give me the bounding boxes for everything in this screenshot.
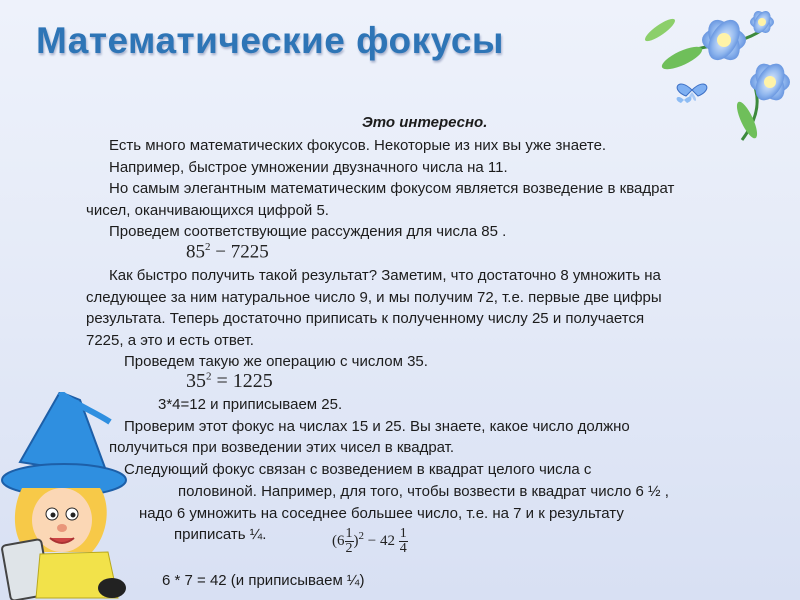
text-line: 6 * 7 = 42 (и приписываем ¼) <box>162 572 365 589</box>
text-line: надо 6 умножить на соседнее большее число, т.е. на 7 и к результату <box>139 505 624 522</box>
subtitle-interesting: Это интересно. <box>362 114 488 131</box>
text-line: Есть много математических фокусов. Некоторые из них вы уже знаете. <box>109 137 607 154</box>
formula-35-squared: $35^2 = 1225$ <box>186 370 273 392</box>
text-line: Проведем такую же операцию с числом 35. <box>124 353 428 370</box>
flower-butterfly-decoration-icon <box>612 0 800 148</box>
formula-six-and-half-squared: (6 $\frac{1}{2}$ )$^2$ − 42 $\frac{1}{4}$ <box>332 526 407 556</box>
slide-title: Математические фокусы <box>36 20 504 61</box>
text-line: чисел, оканчивающихся цифрой 5. <box>86 202 329 219</box>
text-line: Например, быстрое умножении двузначного числа на 11. <box>109 159 508 176</box>
text-line: 7225, а это и есть ответ. <box>86 332 254 349</box>
text-line: Проведем соответствующие рассуждения для числа 85 . <box>109 223 507 240</box>
text-line: половиной. Например, для того, чтобы возвести в квадрат число 6 ½ , <box>178 483 669 500</box>
formula-85-squared: $85^2 - 7225$ <box>186 241 269 263</box>
text-line: Как быстро получить такой результат? Заметим, что достаточно 8 умножить на <box>109 267 661 284</box>
text-line: приписать ¼. <box>174 526 267 543</box>
text-line: 3*4=12 и приписываем 25. <box>158 396 343 413</box>
text-line: следующее за ним натуральное число 9, и мы получим 72, т.е. первые две цифры <box>86 289 662 306</box>
cartoon-character-illustration-icon <box>0 392 140 600</box>
text-line: Следующий фокус связан с возведением в квадрат целого числа с <box>124 461 592 478</box>
text-line: Проверим этот фокус на числах 15 и 25. Вы знаете, какое число должно <box>124 418 630 435</box>
text-line: Но самым элегантным математическим фокусом является возведение в квадрат <box>109 180 675 197</box>
text-line: получиться при возведении этих чисел в квадрат. <box>109 439 455 456</box>
text-line: результата. Теперь достаточно приписать к полученному числу 25 и получается <box>86 310 645 327</box>
